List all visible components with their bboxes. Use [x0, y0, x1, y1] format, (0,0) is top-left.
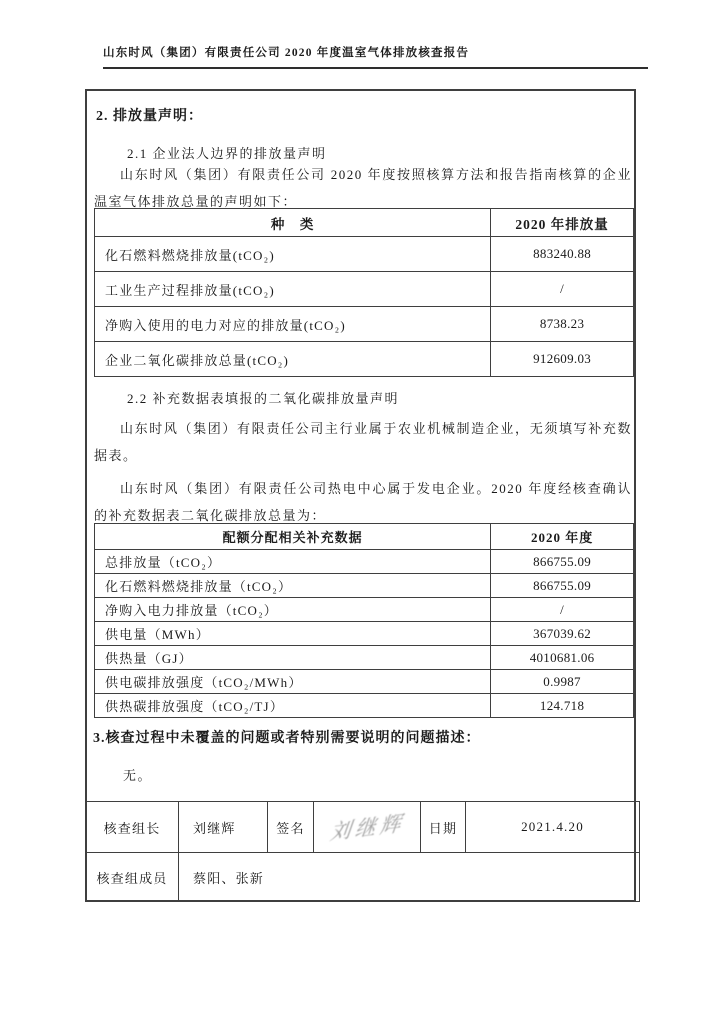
- row-value: 866755.09: [491, 574, 634, 598]
- members-value: 蔡阳、张新: [179, 853, 640, 902]
- table-row: [95, 342, 634, 377]
- row-label: 企业二氧化碳排放总量(tCO₂): [95, 342, 491, 377]
- date-label: 日期: [421, 802, 466, 853]
- row-value: 367039.62: [491, 622, 634, 646]
- row-value: 0.9987: [491, 670, 634, 694]
- section-2-heading: 2. 排放量声明：: [96, 109, 203, 124]
- team-members-row: [86, 853, 640, 902]
- signoff-table: [85, 801, 640, 902]
- signature-cell: [314, 802, 421, 853]
- table-row: [95, 646, 634, 670]
- table-header-row: [95, 524, 634, 550]
- column-header-2020-emission: 2020 年排放量: [491, 209, 634, 237]
- row-label: 净购入电力排放量（tCO₂）: [95, 598, 491, 622]
- row-label: 净购入使用的电力对应的排放量(tCO₂): [95, 307, 491, 342]
- section-2-1-heading: 2.1 企业法人边界的排放量声明: [127, 146, 327, 161]
- members-label: 核查组成员: [86, 853, 179, 902]
- document-header-title: 山东时风（集团）有限责任公司 2020 年度温室气体排放核查报告: [103, 44, 648, 69]
- leader-label: 核查组长: [86, 802, 179, 853]
- row-value: 124.718: [491, 694, 634, 718]
- supplementary-data-table: [94, 523, 634, 718]
- section-3-heading: 3.核查过程中未覆盖的问题或者特别需要说明的问题描述：: [93, 731, 481, 746]
- table-row: [95, 550, 634, 574]
- section-2-1-paragraph: 山东时风（集团）有限责任公司 2020 年度按照核算方法和报告指南核算的企业温室气体排放总量的声明如下：: [94, 167, 632, 209]
- row-value: /: [491, 272, 634, 307]
- team-leader-row: [86, 802, 640, 853]
- row-label: 供热碳排放强度（tCO₂/TJ）: [95, 694, 491, 718]
- table-row: [95, 622, 634, 646]
- table-row: [95, 237, 634, 272]
- handwritten-signature: 刘继辉: [328, 811, 406, 845]
- section-3-content: 无。: [123, 768, 153, 783]
- content-frame: [85, 89, 636, 902]
- column-header-quota-data: 配额分配相关补充数据: [95, 524, 491, 550]
- leader-name: 刘继辉: [179, 802, 268, 853]
- date-value: 2021.4.20: [466, 802, 640, 853]
- row-value: 4010681.06: [491, 646, 634, 670]
- column-header-category: 种 类: [95, 209, 491, 237]
- row-value: 912609.03: [491, 342, 634, 377]
- section-2-2-paragraph-1: 山东时风（集团）有限责任公司主行业属于农业机械制造企业，无须填写补充数据表。: [94, 421, 632, 463]
- emission-declaration-table: [94, 208, 634, 377]
- row-label: 供电量（MWh）: [95, 622, 491, 646]
- signature-label: 签名: [268, 802, 314, 853]
- table-header-row: [95, 209, 634, 237]
- row-label: 供热量（GJ）: [95, 646, 491, 670]
- column-header-2020-year: 2020 年度: [491, 524, 634, 550]
- table-row: [95, 307, 634, 342]
- section-2-2-heading: 2.2 补充数据表填报的二氧化碳排放量声明: [127, 391, 400, 406]
- table-row: [95, 574, 634, 598]
- row-value: 883240.88: [491, 237, 634, 272]
- table-row: [95, 272, 634, 307]
- row-label: 化石燃料燃烧排放量（tCO₂）: [95, 574, 491, 598]
- row-label: 供电碳排放强度（tCO₂/MWh）: [95, 670, 491, 694]
- row-value: 8738.23: [491, 307, 634, 342]
- row-label: 化石燃料燃烧排放量(tCO₂): [95, 237, 491, 272]
- row-label: 工业生产过程排放量(tCO₂): [95, 272, 491, 307]
- table-row: [95, 670, 634, 694]
- row-label: 总排放量（tCO₂）: [95, 550, 491, 574]
- row-value: 866755.09: [491, 550, 634, 574]
- table-row: [95, 598, 634, 622]
- table-row: [95, 694, 634, 718]
- section-2-2-paragraph-2: 山东时风（集团）有限责任公司热电中心属于发电企业。2020 年度经核查确认的补充数据表二氧化碳排放总量为：: [94, 481, 632, 523]
- row-value: /: [491, 598, 634, 622]
